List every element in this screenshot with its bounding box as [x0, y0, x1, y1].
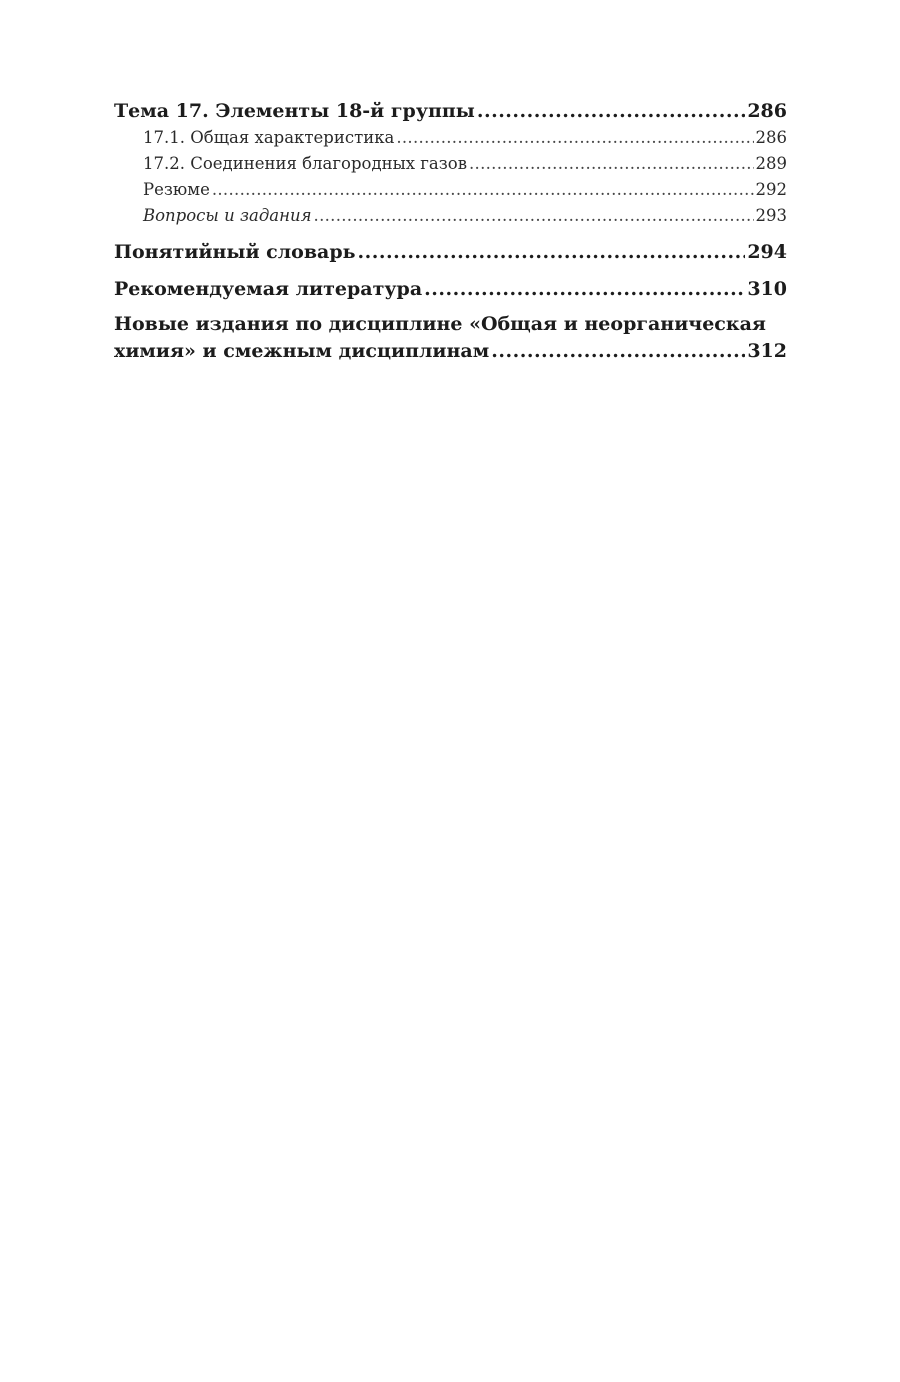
- toc-entry-chapter-17[interactable]: [114, 98, 787, 125]
- toc-entry-new-editions[interactable]: [114, 311, 787, 365]
- toc-entry-section-17-1[interactable]: [114, 125, 787, 151]
- toc-dot-leader: [424, 276, 745, 303]
- toc-entry-summary[interactable]: [114, 177, 787, 203]
- toc-entry-page: 286: [747, 100, 787, 122]
- toc-entry-title: Рекомендуемая литература: [114, 278, 423, 300]
- toc-entry-page: 312: [747, 340, 787, 362]
- toc-dot-leader: [396, 125, 753, 151]
- spacer: [114, 229, 787, 239]
- toc-entry-page: 310: [747, 278, 787, 300]
- toc-entry-title: Тема 17. Элементы 18-й группы: [114, 100, 475, 122]
- toc-dot-leader: [491, 338, 745, 365]
- toc-entry-title: 17.1. Общая характеристика: [143, 128, 395, 147]
- toc-entry-page: 286: [755, 128, 787, 147]
- toc-entry-title: Понятийный словарь: [114, 241, 356, 263]
- toc-dot-leader: [477, 98, 745, 125]
- toc-entry-title: Вопросы и задания: [143, 206, 312, 225]
- toc-entry-page: 294: [747, 241, 787, 263]
- toc-entry-title-line-2: химия» и смежным дисциплинам: [114, 340, 490, 362]
- toc-entry-glossary[interactable]: [114, 239, 787, 266]
- toc-entry-page: 293: [755, 206, 787, 225]
- toc-entry-title-line-2-row: [114, 338, 787, 365]
- table-of-contents: [114, 98, 787, 365]
- toc-dot-leader: [314, 203, 754, 229]
- spacer: [114, 266, 787, 276]
- toc-entry-questions[interactable]: [114, 203, 787, 229]
- toc-entry-title: 17.2. Соединения благородных газов: [143, 154, 467, 173]
- toc-entry-page: 289: [755, 154, 787, 173]
- toc-entry-literature[interactable]: [114, 276, 787, 303]
- toc-dot-leader: [469, 151, 754, 177]
- toc-entry-title: Резюме: [143, 180, 210, 199]
- toc-entry-title-line-1: Новые издания по дисциплине «Общая и неорганическая: [114, 313, 766, 335]
- toc-dot-leader: [212, 177, 754, 203]
- spacer: [114, 303, 787, 311]
- toc-dot-leader: [358, 239, 746, 266]
- toc-entry-page: 292: [755, 180, 787, 199]
- toc-entry-section-17-2[interactable]: [114, 151, 787, 177]
